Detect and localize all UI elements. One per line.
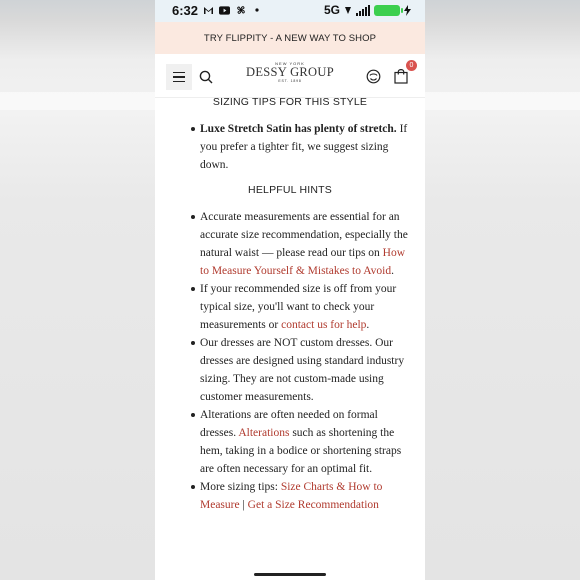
list-item [200, 120, 412, 174]
account-icon[interactable] [366, 69, 381, 84]
product-sizing-content [155, 92, 425, 580]
size-recommendation-link[interactable]: Get a Size Recommendation [247, 499, 379, 511]
phone-screen [155, 0, 425, 580]
sizing-tips-list [200, 120, 412, 174]
helpful-hints-list [200, 208, 412, 514]
menu-button[interactable] [166, 64, 192, 90]
youtube-icon [219, 5, 230, 15]
cell-signal-icon [356, 5, 370, 16]
contact-us-link[interactable]: contact us for help [281, 319, 367, 331]
logo-top-text: NEW YORK [275, 61, 305, 66]
wifi-signal-icon [344, 5, 352, 15]
home-indicator[interactable] [254, 573, 326, 576]
sizing-tip-bold: Luxe Stretch Satin has plenty of stretch. [200, 123, 397, 135]
hint-text: If your recommended size is off from your typical size, you'll want to check your measurements or [200, 283, 397, 331]
status-time: 6:32 [172, 3, 199, 18]
charging-icon [404, 5, 411, 15]
network-label: 5G [323, 3, 340, 17]
list-item [200, 334, 412, 406]
cart-count-badge[interactable]: 0 [406, 60, 417, 71]
hint-punctuation: . [391, 265, 395, 277]
hint-text: Alterations are often needed on formal dresses. [200, 409, 378, 439]
battery-icon [374, 5, 400, 16]
how-to-measure-link[interactable]: How to Measure Yourself & Mistakes to Avoid [200, 247, 406, 277]
size-charts-link[interactable]: Size Charts & How to Measure [200, 481, 383, 511]
hint-text: Our dresses are NOT custom dresses. Our dresses are designed using standard industry sizing. They are not custom-made using customer measurements. [200, 337, 405, 403]
list-item [200, 478, 412, 514]
hint-text: Accurate measurements are essential for an accurate size recommendation, especially the natural waist — please read our tips on [200, 211, 408, 259]
logo-brand-text: DESSY GROUP [246, 65, 334, 79]
sizing-tips-heading: SIZING TIPS FOR THIS STYLE [212, 96, 368, 108]
hint-punctuation: . [366, 319, 370, 331]
fan-icon [235, 5, 246, 15]
promo-banner[interactable] [155, 22, 425, 54]
logo-bottom-text: EST. 1898 [278, 79, 302, 83]
helpful-hints-heading: HELPFUL HINTS [248, 184, 332, 196]
sizing-tip-text: If you prefer a tighter fit, we suggest sizing down. [200, 123, 408, 171]
hint-text: More sizing tips: [200, 481, 281, 493]
hint-text: such as shortening the hem, taking in a bodice or shortening straps are often necessary for an optimal fit. [200, 427, 402, 475]
list-item [200, 208, 412, 280]
list-item [200, 406, 412, 478]
promo-text[interactable]: TRY FLIPPITY - A NEW WAY TO SHOP [203, 32, 377, 44]
alterations-link[interactable]: Alterations [238, 427, 290, 439]
search-icon[interactable] [199, 70, 213, 84]
dessy-logo[interactable] [245, 61, 335, 83]
dot-icon [251, 5, 262, 15]
notification-icons [203, 5, 262, 15]
gmail-icon [203, 5, 214, 15]
status-bar [155, 0, 425, 22]
shopping-bag-icon[interactable] [394, 68, 408, 84]
link-separator: | [239, 499, 248, 511]
status-right [324, 3, 411, 17]
list-item [200, 280, 412, 334]
